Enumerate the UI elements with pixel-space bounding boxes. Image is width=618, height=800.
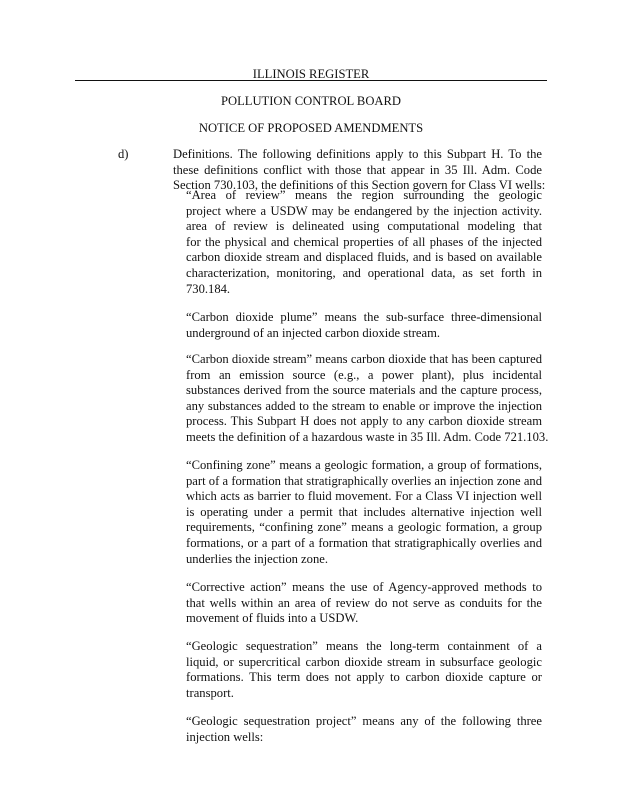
header-rule	[75, 80, 547, 81]
text-line: part of a formation that stratigraphically overlies an injection zone and	[186, 473, 542, 488]
text-line: these definitions conflict with those that appear in 35 Ill. Adm. Code	[173, 162, 542, 177]
text-line: movement of fluids into a USDW.	[186, 611, 359, 626]
text-line: carbon dioxide stream and displaced fluids, and is based on available	[186, 250, 542, 265]
text-line: formations, or a part of a formation that stratigraphically overlies and	[186, 535, 542, 550]
board-title: POLLUTION CONTROL BOARD	[220, 94, 402, 108]
text-line: underground of an injected carbon dioxide stream.	[186, 325, 441, 340]
text-line: “Corrective action” means the use of Agency-approved methods to	[186, 580, 542, 594]
text-line: underlies the injection zone.	[186, 551, 328, 566]
text-line: “Geologic sequestration project” means any of the following three	[186, 714, 542, 728]
text-line: that wells within an area of review do not serve as conduits for the	[186, 595, 542, 610]
text-line: “Carbon dioxide plume” means the sub-surface three-dimensional	[186, 310, 542, 324]
text-line: meets the definition of a hazardous waste in 35 Ill. Adm. Code 721.103.	[186, 429, 549, 444]
text-line: liquid, or supercritical carbon dioxide stream in subsurface geologic	[186, 654, 542, 669]
text-line: project where a USDW may be endangered by the injection activity.	[186, 203, 542, 218]
section-intro	[173, 147, 546, 194]
text-line: “Carbon dioxide stream” means carbon dioxide that has been captured	[186, 352, 542, 366]
text-line: for the physical and chemical properties of all phases of the injected	[186, 234, 542, 249]
section-label: d)	[118, 147, 129, 161]
text-line: “Area of review” means the region surrounding the geologic	[186, 188, 542, 202]
definition-confining-zone	[186, 458, 542, 567]
text-line: formations. This term does not apply to carbon dioxide capture or	[186, 670, 542, 685]
text-line: Definitions. The following definitions apply to this Subpart H. To the	[173, 147, 542, 161]
text-line: Section 730.103, the definitions of this Section govern for Class VI wells:	[173, 178, 546, 193]
text-line: transport.	[186, 685, 234, 700]
definition-area-of-review	[186, 188, 542, 297]
text-line: injection wells:	[186, 729, 264, 744]
definition-geologic-sequestration-project	[186, 714, 542, 745]
text-line: “Geologic sequestration” means the long-term containment of a	[186, 639, 542, 653]
definition-geologic-sequestration	[186, 639, 542, 701]
text-line: requirements, “confining zone” means a geologic formation, a group	[186, 520, 542, 535]
register-title: ILLINOIS REGISTER	[252, 67, 370, 81]
text-line: area of review is delineated using computational modeling that	[186, 219, 542, 234]
text-line: process. This Subpart H does not apply to any carbon dioxide stream	[186, 414, 542, 429]
text-line: is operating under a permit that includes alternative injection well	[186, 504, 542, 519]
notice-title: NOTICE OF PROPOSED AMENDMENTS	[198, 121, 424, 135]
definition-corrective-action	[186, 580, 542, 627]
text-line: 730.184.	[186, 281, 231, 296]
definition-carbon-dioxide-plume	[186, 310, 542, 341]
text-line: “Confining zone” means a geologic formation, a group of formations,	[186, 458, 542, 472]
text-line: from an emission source (e.g., a power plant), plus incidental	[186, 367, 542, 382]
definition-carbon-dioxide-stream	[186, 352, 549, 446]
text-line: which acts as barrier to fluid movement. For a Class VI injection well	[186, 489, 542, 504]
text-line: substances derived from the source materials and the capture process,	[186, 383, 542, 398]
text-line: characterization, monitoring, and operational data, as set forth in	[186, 265, 542, 280]
text-line: any substances added to the stream to enable or improve the injection	[186, 398, 542, 413]
